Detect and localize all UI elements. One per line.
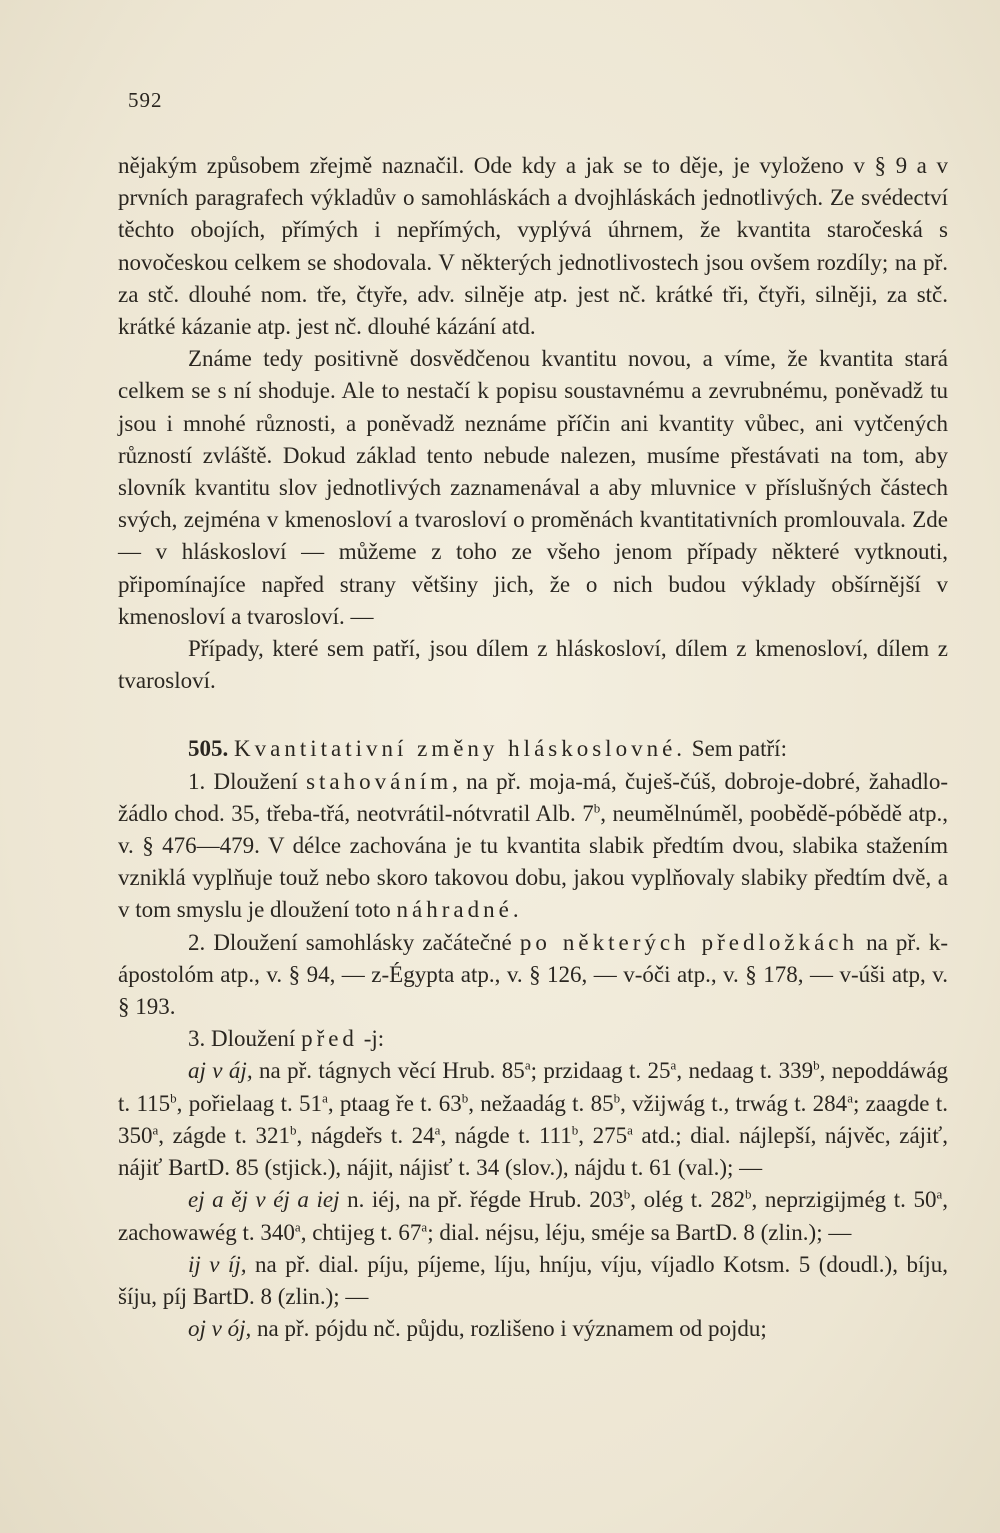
subitem-text: , nepoddáwág t. 115 <box>118 1058 948 1116</box>
subitem-text: , nágde t. 111 <box>440 1122 572 1148</box>
subitem-text: , zágde t. 321 <box>158 1122 291 1148</box>
item-3-label: 3. Dloužení <box>188 1026 296 1052</box>
subitem-sup: a <box>847 1090 853 1106</box>
subitem-sup: b <box>571 1122 579 1138</box>
subitem-text: , vžijwág t., trwág t. 284 <box>620 1090 848 1116</box>
subitem-sup: b <box>170 1090 177 1106</box>
section-heading <box>118 733 948 765</box>
item-3-term: před <box>301 1026 358 1052</box>
item-1-end: . <box>512 897 519 923</box>
subitem-text: , nedaag t. 339 <box>676 1058 814 1084</box>
subitem-sup: a <box>434 1122 441 1138</box>
subitem-text: ; dial. néjsu, léju, sméje sa BartD. 8 (zlin.); — <box>427 1219 852 1245</box>
subitem-sup: b <box>623 1186 631 1202</box>
subitem-text: n. iéj, na př. řégde Hrub. 203 <box>339 1187 624 1213</box>
subitem <box>118 1249 948 1313</box>
subitem-head: oj v ój, <box>188 1316 252 1342</box>
item-2-label: 2. Dloužení samohlásky začátečné <box>188 929 512 955</box>
item-3-tail: -j: <box>363 1026 385 1052</box>
item-1-sup: b <box>593 800 601 816</box>
item-1-body-2: , neumělnúměl, poobědě-póbědě atp., v. § 476—479. V délce zachována je tu kvantita slabik předtím dvou, slabika stažením vzniklá vyplňuje touž nebo skoro takovou dobu, jakou vyplňovaly slabiky předtím dvě, a v tom smyslu je dloužení toto <box>118 800 948 923</box>
subitem-text: atd.; dial. nájlepší, nájvěc, zájiť, nájiť BartD. 85 (stjick.), nájit, nájisť t. 34 (slov.), nájdu t. 61 (val.); — <box>118 1122 949 1181</box>
paragraph-1: nějakým způsobem zřejmě naznačil. Ode kdy a jak se to děje, je vyloženo v § 9 a v prvních paragrafech výkladův o samohláskách a dvojhláskách jednotlivých. Ze svédectví těchto obojích, přímých i nepřímých, vyplývá úhrnem, že kvantita staročeská s novočeskou celkem se shodovala. V některých jednotlivostech jsou ovšem rozdíly; na př. za stč. dlouhé nom. tře, čtyře, adv. silněje atp. jest nč. krátké tři, čtyři, silněji, za stč. krátké kázanie atp. jest nč. dlouhé kázání atd. <box>118 153 948 340</box>
subitem-text: , pořielaag t. 51 <box>176 1090 323 1116</box>
subitem-text: na př. dial. píju, píjeme, líju, hníju, víju, víjadlo Kotsm. 5 (doudl.), bíju, šíju, píj BartD. 8 (zlin.); — <box>118 1251 948 1309</box>
subitem-head: ij v íj, <box>188 1251 247 1277</box>
subitem-text: na př. tágnych věcí Hrub. 85 <box>252 1058 525 1084</box>
subitem-text: , zachowawég t. 340 <box>118 1187 948 1245</box>
subitem-text: , 275 <box>578 1122 628 1148</box>
section-lead: Sem patří: <box>691 736 787 762</box>
item-2 <box>118 927 948 1024</box>
section-title: Kvantitativní změny hláskoslovné. <box>234 736 687 762</box>
subitem-text: , olég t. 282 <box>630 1187 745 1213</box>
item-1-body: , na př. moja-má, čuješ-čúš, dobroje-dobré, žahadlo-žádlo chod. 35, třeba-třá, neotvrátil-nótvratil Alb. 7 <box>118 768 948 826</box>
item-3 <box>118 1023 948 1055</box>
subitem-sup: a <box>524 1057 531 1073</box>
subitem-sup: b <box>290 1122 297 1138</box>
subitem-text: na př. pójdu nč. půjdu, rozlišeno i významem od pojdu; <box>251 1316 767 1342</box>
subitem-text: , nežaadág t. 85 <box>468 1090 614 1116</box>
item-1-term: stahováním <box>306 768 453 794</box>
subitem <box>118 1313 948 1345</box>
subitem-sup: a <box>670 1057 677 1073</box>
section-number: 505. <box>188 736 229 762</box>
subitem-sup: a <box>152 1122 159 1138</box>
subitem-sup: a <box>322 1090 328 1106</box>
subitem-sup: a <box>421 1218 428 1234</box>
paragraph-3: Případy, které sem patří, jsou dílem z hláskosloví, dílem z kmenosloví, dílem z tvarosloví. <box>118 636 948 694</box>
subitem-head: aj v áj, <box>188 1058 253 1084</box>
subitem-text: , neprzigijmég t. 50 <box>751 1187 937 1213</box>
subitem-sup: b <box>613 1090 621 1106</box>
item-1-label: 1. Dloužení <box>188 768 298 794</box>
subitem-sup: a <box>627 1122 633 1138</box>
page-body <box>118 150 948 1345</box>
section-gap <box>118 697 948 733</box>
item-1 <box>118 766 948 927</box>
subitem-text: ; przidaag t. 25 <box>530 1058 671 1084</box>
item-1-term-2: náhradné <box>396 897 513 923</box>
subitem-sup: b <box>461 1090 469 1106</box>
subitem-sup: b <box>813 1057 820 1073</box>
page-number: 592 <box>128 88 163 112</box>
subitem-sup: a <box>936 1186 943 1202</box>
subitem <box>118 1184 948 1248</box>
subitem-text: ; zaagde t. 350 <box>118 1090 948 1148</box>
item-2-term: po některých předložkách <box>519 929 859 955</box>
subitem-text: , nágdeřs t. 24 <box>296 1122 435 1148</box>
subitem-text: , chtijeg t. 67 <box>300 1219 422 1245</box>
paragraph-2: Známe tedy positivně dosvědčenou kvantitu novou, a víme, že kvantita stará celkem se s ní shoduje. Ale to nestačí k popisu soustavnému a zevrubnému, poněvadž tu jsou i mnohé různosti, a poněvadž neznáme příčin ani kvantity vůbec, ani vytčených růzností zvláště. Dokud základ tento nebude nalezen, musíme přestávati na tom, aby slovník kvantitu slov jednotlivých zaznamenával a aby mluvnice v příslušných částech svých, zejména v kmenosloví a tvarosloví o proměnách kvantitativních promlouvala. Zde — v hláskosloví — můžeme z toho ze všeho jenom případy některé vytknouti, připomínajíce napřed strany většiny jich, že o nich budou výklady obšírnější v kmenosloví a tvarosloví. — <box>118 346 948 629</box>
subitem-text: , ptaag ře t. 63 <box>327 1090 462 1116</box>
subitem-sup: b <box>744 1186 752 1202</box>
subitem <box>118 1055 948 1184</box>
subitem-head: ej a ěj v éj a iej <box>188 1187 340 1213</box>
subitem-list <box>118 1055 948 1345</box>
subitem-sup: a <box>294 1218 301 1234</box>
item-2-body: na př. k-ápostolóm atp., v. § 94, — z-Égypta atp., v. § 126, — v-óči atp., v. § 178, — v-úši atp, v. § 193. <box>118 929 949 1020</box>
